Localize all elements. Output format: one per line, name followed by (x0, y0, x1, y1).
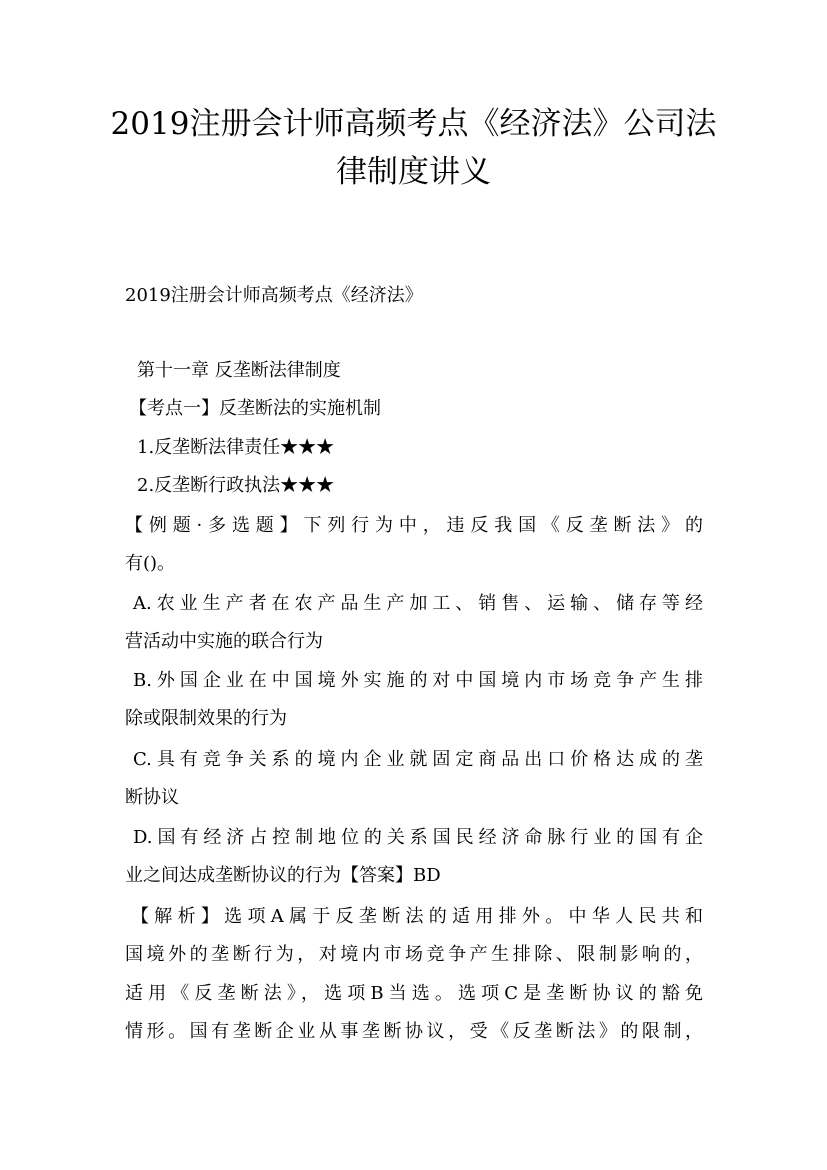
option-c-line-2: 断协议 (125, 787, 179, 808)
example-question-line-1: 【例题·多选题】下列行为中，违反我国《反垄断法》的 (125, 515, 703, 536)
list-item: 2.反垄断行政执法★★★ (137, 475, 335, 496)
analysis-line-3: 适用《反垄断法》，选项B当选。选项C是垄断协议的豁免 (125, 983, 703, 1004)
document-title-line-1: 2019注册会计师高频考点《经济法》公司法 (110, 106, 717, 142)
option-c-line-1: C.具有竞争关系的境内企业就固定商品出口价格达成的垄 (133, 749, 703, 770)
example-question-line-2: 有()。 (125, 553, 176, 574)
section-heading: 【考点一】反垄断法的实施机制 (129, 398, 381, 419)
document-title (100, 100, 727, 196)
option-b-line-1: B.外国企业在中国境外实施的对中国境内市场竞争产生排 (133, 670, 703, 691)
analysis-line-1: 【解析】选项A属于反垄断法的适用排外。中华人民共和 (131, 906, 703, 927)
option-a-line-1: A.农业生产者在农产品生产加工、销售、运输、储存等经 (133, 593, 703, 614)
analysis-line-4: 情形。国有垄断企业从事垄断协议，受《反垄断法》的限制， (125, 1021, 703, 1042)
document-subtitle: 2019注册会计师高频考点《经济法》 (125, 285, 423, 306)
document-title-line-2: 律制度讲义 (336, 154, 491, 190)
option-a-line-2: 营活动中实施的联合行为 (125, 631, 323, 652)
option-b-line-2: 除或限制效果的行为 (125, 708, 287, 729)
list-item: 1.反垄断法律责任★★★ (137, 437, 335, 458)
option-d-line-2: 业之间达成垄断协议的行为【答案】BD (125, 865, 441, 886)
analysis-line-2: 国境外的垄断行为，对境内市场竞争产生排除、限制影响的， (125, 944, 703, 965)
chapter-heading: 第十一章 反垄断法律制度 (137, 360, 341, 381)
option-d-line-1: D.国有经济占控制地位的关系国民经济命脉行业的国有企 (133, 827, 703, 848)
